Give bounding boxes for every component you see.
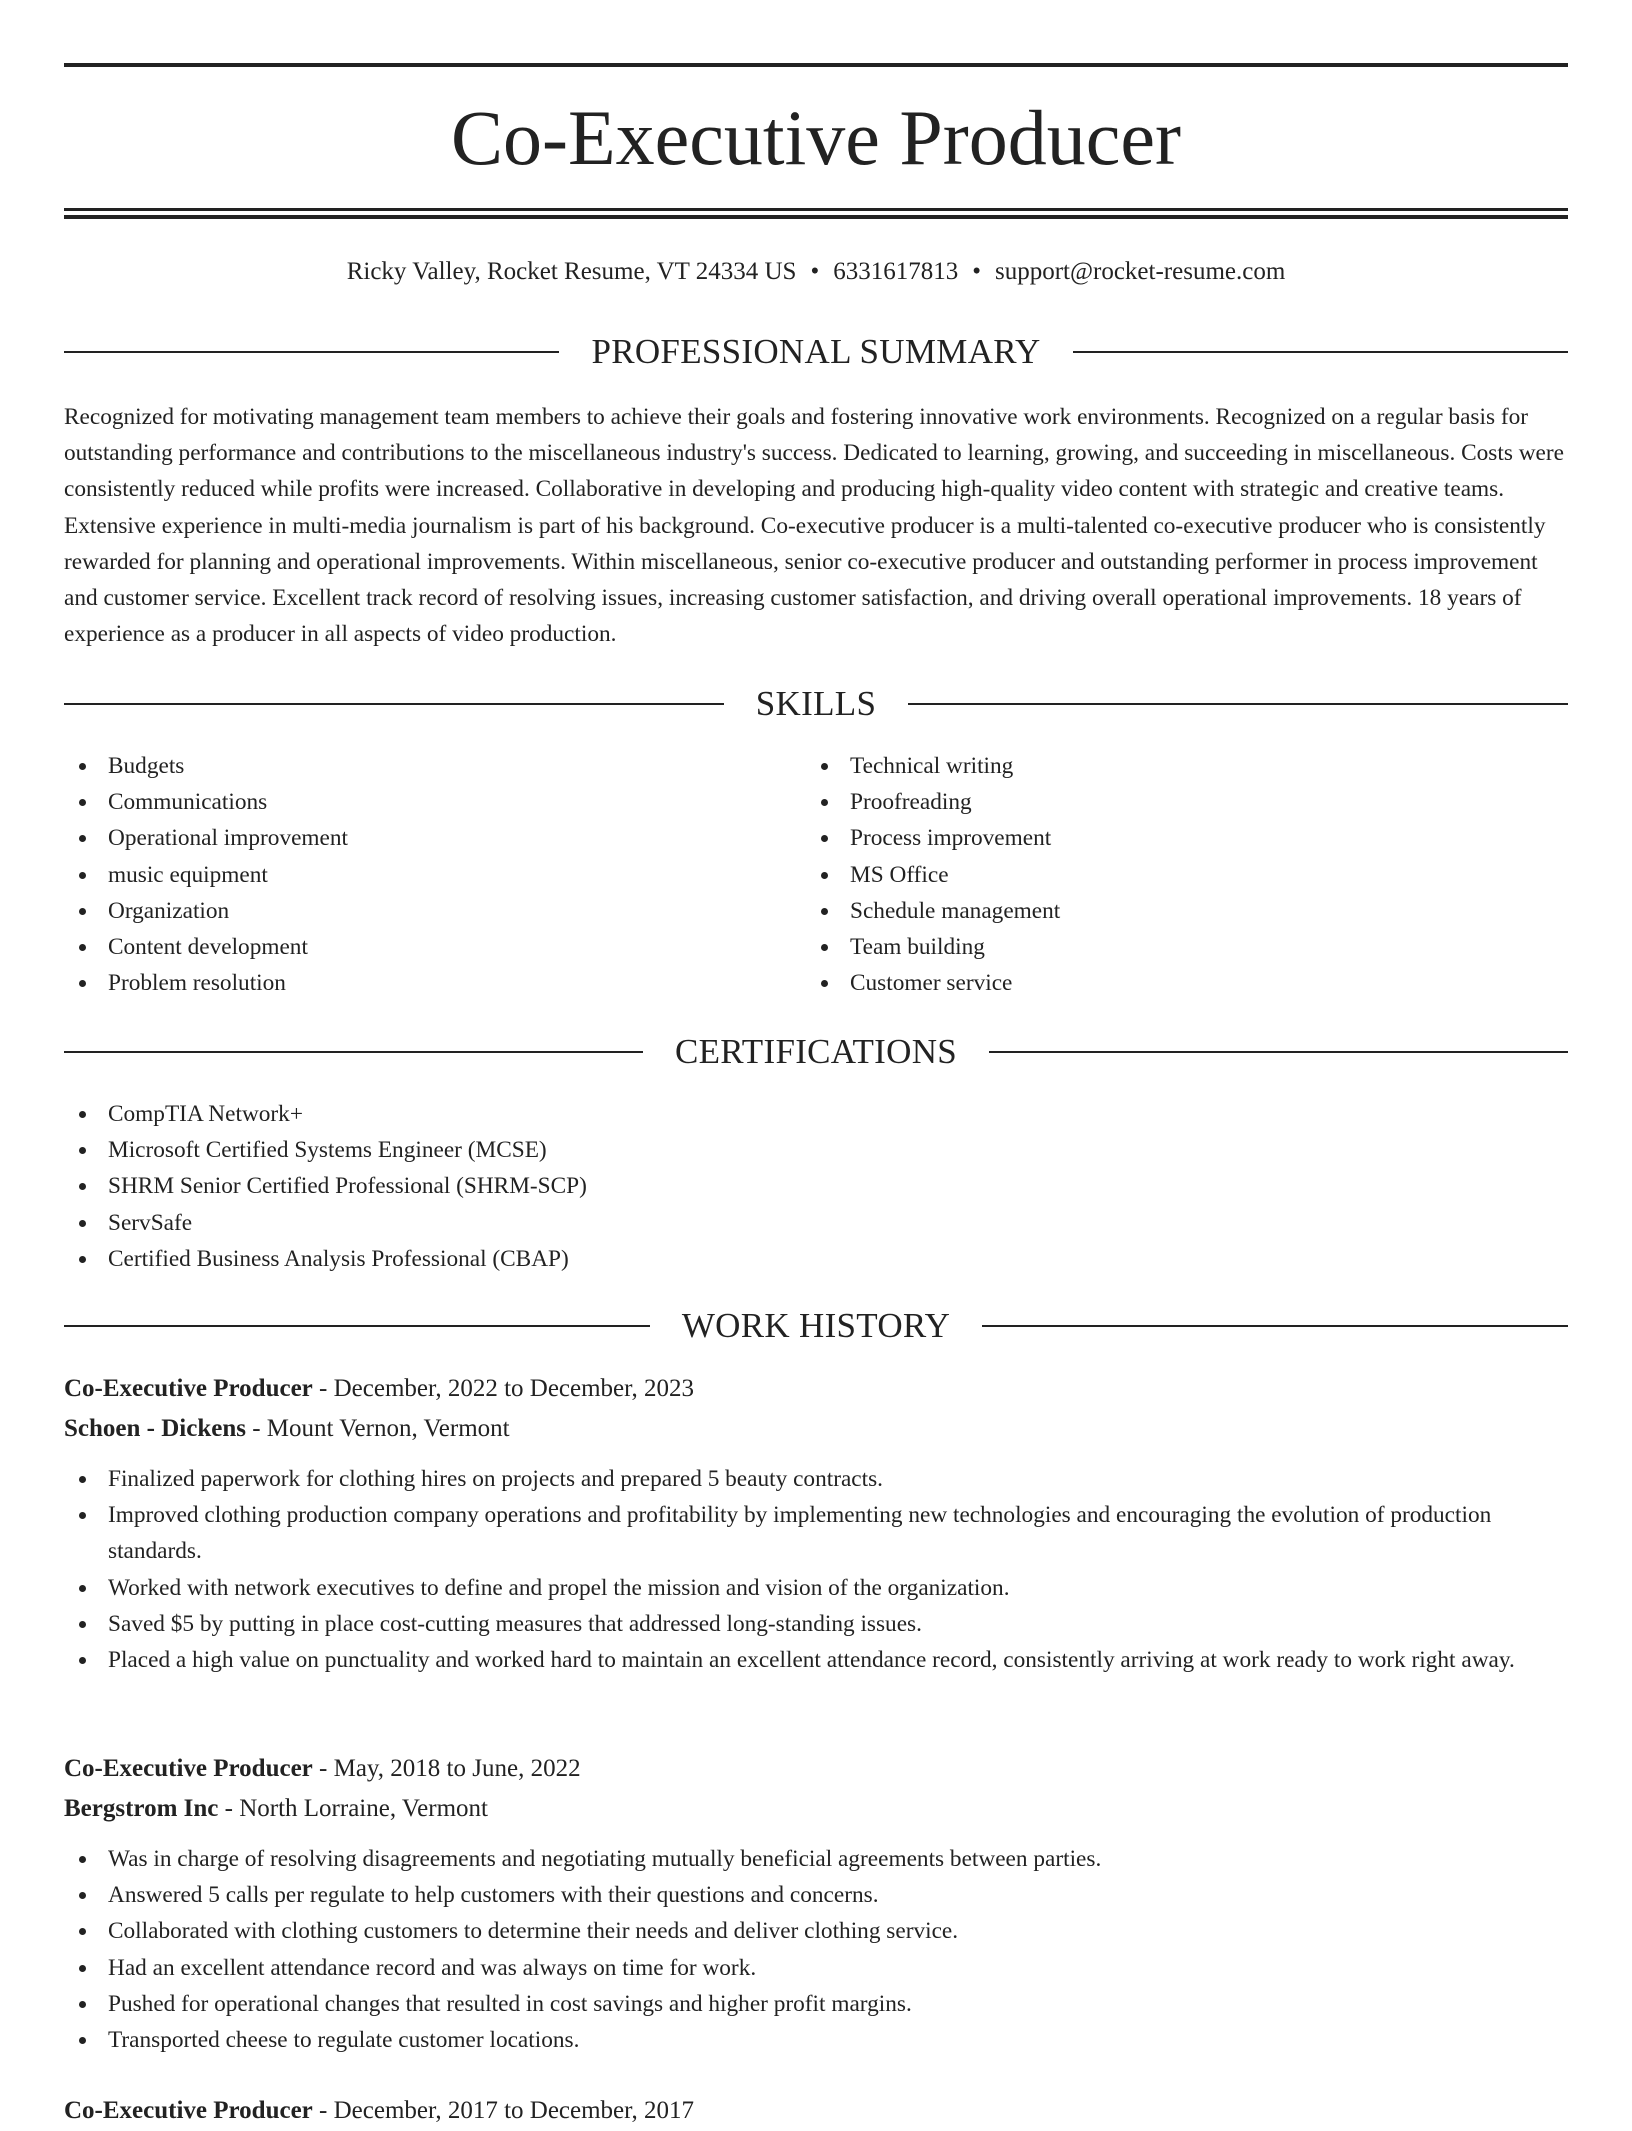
job-location: North Lorraine, Vermont — [239, 1795, 488, 1822]
job-bullet: Transported cheese to regulate customer locations. — [64, 2022, 1568, 2058]
skill-item: MS Office — [806, 857, 1506, 893]
job-dates: December, 2022 to December, 2023 — [333, 1375, 694, 1402]
section-title: CERTIFICATIONS — [674, 1032, 958, 1071]
skill-item: Proofreading — [806, 784, 1506, 820]
certification-item: Certified Business Analysis Professional (CBAP) — [64, 1241, 1568, 1277]
job-title: Co-Executive Producer — [64, 2097, 313, 2124]
contact-line — [64, 254, 1568, 290]
job-bullet: Improved clothing production company operations and profitability by implementing new technologies and encouraging the evolution of production standards. — [64, 1497, 1568, 1569]
section-header-summary — [64, 330, 1568, 374]
section-rule — [982, 1325, 1568, 1327]
job-dates: December, 2017 to December, 2017 — [333, 2097, 694, 2124]
skills-list-right — [806, 748, 1506, 1001]
skill-item: Organization — [64, 893, 764, 929]
job-company-line: Bergstrom Inc - North Lorraine, Vermont — [64, 1795, 488, 1822]
skill-item: Process improvement — [806, 820, 1506, 856]
job-bullet: Answered 5 calls per regulate to help customers with their questions and concerns. — [64, 1877, 1568, 1913]
section-title: PROFESSIONAL SUMMARY — [591, 332, 1041, 371]
section-rule — [1073, 351, 1568, 353]
job-company: Bergstrom Inc — [64, 1795, 219, 1822]
certification-item: CompTIA Network+ — [64, 1096, 1568, 1132]
skill-item: Team building — [806, 929, 1506, 965]
skill-item: Customer service — [806, 965, 1506, 1001]
job-entry — [64, 2091, 1568, 2131]
skill-item: Content development — [64, 929, 764, 965]
top-rule — [64, 63, 1568, 67]
section-rule — [64, 1325, 650, 1327]
job-title: Co-Executive Producer — [64, 1375, 313, 1402]
job-title: Co-Executive Producer — [64, 1755, 313, 1782]
job-bullet: Was in charge of resolving disagreements and negotiating mutually beneficial agreements between parties. — [64, 1841, 1568, 1877]
contact-address: Ricky Valley, Rocket Resume, VT 24334 US — [346, 258, 797, 285]
contact-email: support@rocket-resume.com — [994, 258, 1286, 285]
section-header-work-history — [64, 1304, 1568, 1348]
job-bullet: Saved $5 by putting in place cost-cutting measures that addressed long-standing issues. — [64, 1606, 1568, 1642]
section-title: WORK HISTORY — [681, 1306, 951, 1345]
job-location: Mount Vernon, Vermont — [266, 1415, 510, 1442]
section-title: SKILLS — [755, 684, 877, 723]
title-rule-lower — [64, 215, 1568, 219]
job-title-line: Co-Executive Producer - December, 2022 to December, 2023 — [64, 1375, 694, 1402]
job-title-line: Co-Executive Producer - May, 2018 to June, 2022 — [64, 1755, 581, 1782]
skill-item: Budgets — [64, 748, 764, 784]
section-rule — [989, 1051, 1568, 1053]
skill-item: Communications — [64, 784, 764, 820]
section-rule — [64, 703, 724, 705]
section-rule — [64, 1051, 643, 1053]
section-header-skills — [64, 682, 1568, 726]
skill-item: music equipment — [64, 857, 764, 893]
certification-item: SHRM Senior Certified Professional (SHRM-SCP) — [64, 1168, 1568, 1204]
section-header-certifications — [64, 1030, 1568, 1074]
job-bullet: Pushed for operational changes that resulted in cost savings and higher profit margins. — [64, 1986, 1568, 2022]
certification-item: ServSafe — [64, 1205, 1568, 1241]
job-company: Schoen - Dickens — [64, 1415, 246, 1442]
contact-separator: • — [972, 258, 981, 285]
section-rule — [908, 703, 1568, 705]
skill-item: Technical writing — [806, 748, 1506, 784]
contact-phone: 6331617813 — [833, 258, 959, 285]
job-bullets — [64, 1841, 1568, 2058]
job-title-line: Co-Executive Producer - December, 2017 to December, 2017 — [64, 2097, 694, 2124]
job-bullet: Worked with network executives to define and propel the mission and vision of the organization. — [64, 1570, 1568, 1606]
certification-item: Microsoft Certified Systems Engineer (MCSE) — [64, 1132, 1568, 1168]
job-company-line: Schoen - Dickens - Mount Vernon, Vermont — [64, 1415, 510, 1442]
contact-separator: • — [810, 258, 820, 285]
skill-item: Operational improvement — [64, 820, 764, 856]
job-bullet: Finalized paperwork for clothing hires on projects and prepared 5 beauty contracts. — [64, 1461, 1568, 1497]
job-bullet: Had an excellent attendance record and was always on time for work. — [64, 1950, 1568, 1986]
job-entry — [64, 1749, 1568, 2058]
certifications-list — [64, 1096, 1568, 1277]
job-dates: May, 2018 to June, 2022 — [333, 1755, 581, 1782]
skills-list-left — [64, 748, 764, 1001]
skill-item: Schedule management — [806, 893, 1506, 929]
title-rule-upper — [64, 208, 1568, 211]
job-entry — [64, 1369, 1568, 1678]
skill-item: Problem resolution — [64, 965, 764, 1001]
summary-text: Recognized for motivating management team members to achieve their goals and fostering innovative work environments. Recognized on a regular basis for outstanding performance and contributions to the miscellaneous industry's success. Dedicated to learning, growing, and succeeding in miscellaneous. Costs were consistently reduced while profits were increased. Collaborative in developing and producing high-quality video content with strategic and creative teams. Extensive experience in multi-media journalism is part of his background. Co-executive producer is a multi-talented co-executive producer who is consistently rewarded for planning and operational improvements. Within miscellaneous, senior co-executive producer and outstanding performer in process improvement and customer service. Excellent track record of resolving issues, increasing customer satisfaction, and driving overall operational improvements. 18 years of experience as a producer in all aspects of video production. — [64, 404, 1564, 648]
resume-title: Co-Executive Producer — [451, 94, 1181, 181]
job-bullet: Placed a high value on punctuality and worked hard to maintain an excellent attendance record, consistently arriving at work ready to work right away. — [64, 1642, 1568, 1678]
section-rule — [64, 351, 559, 353]
job-bullet: Collaborated with clothing customers to determine their needs and deliver clothing service. — [64, 1913, 1568, 1949]
job-bullets — [64, 1461, 1568, 1678]
